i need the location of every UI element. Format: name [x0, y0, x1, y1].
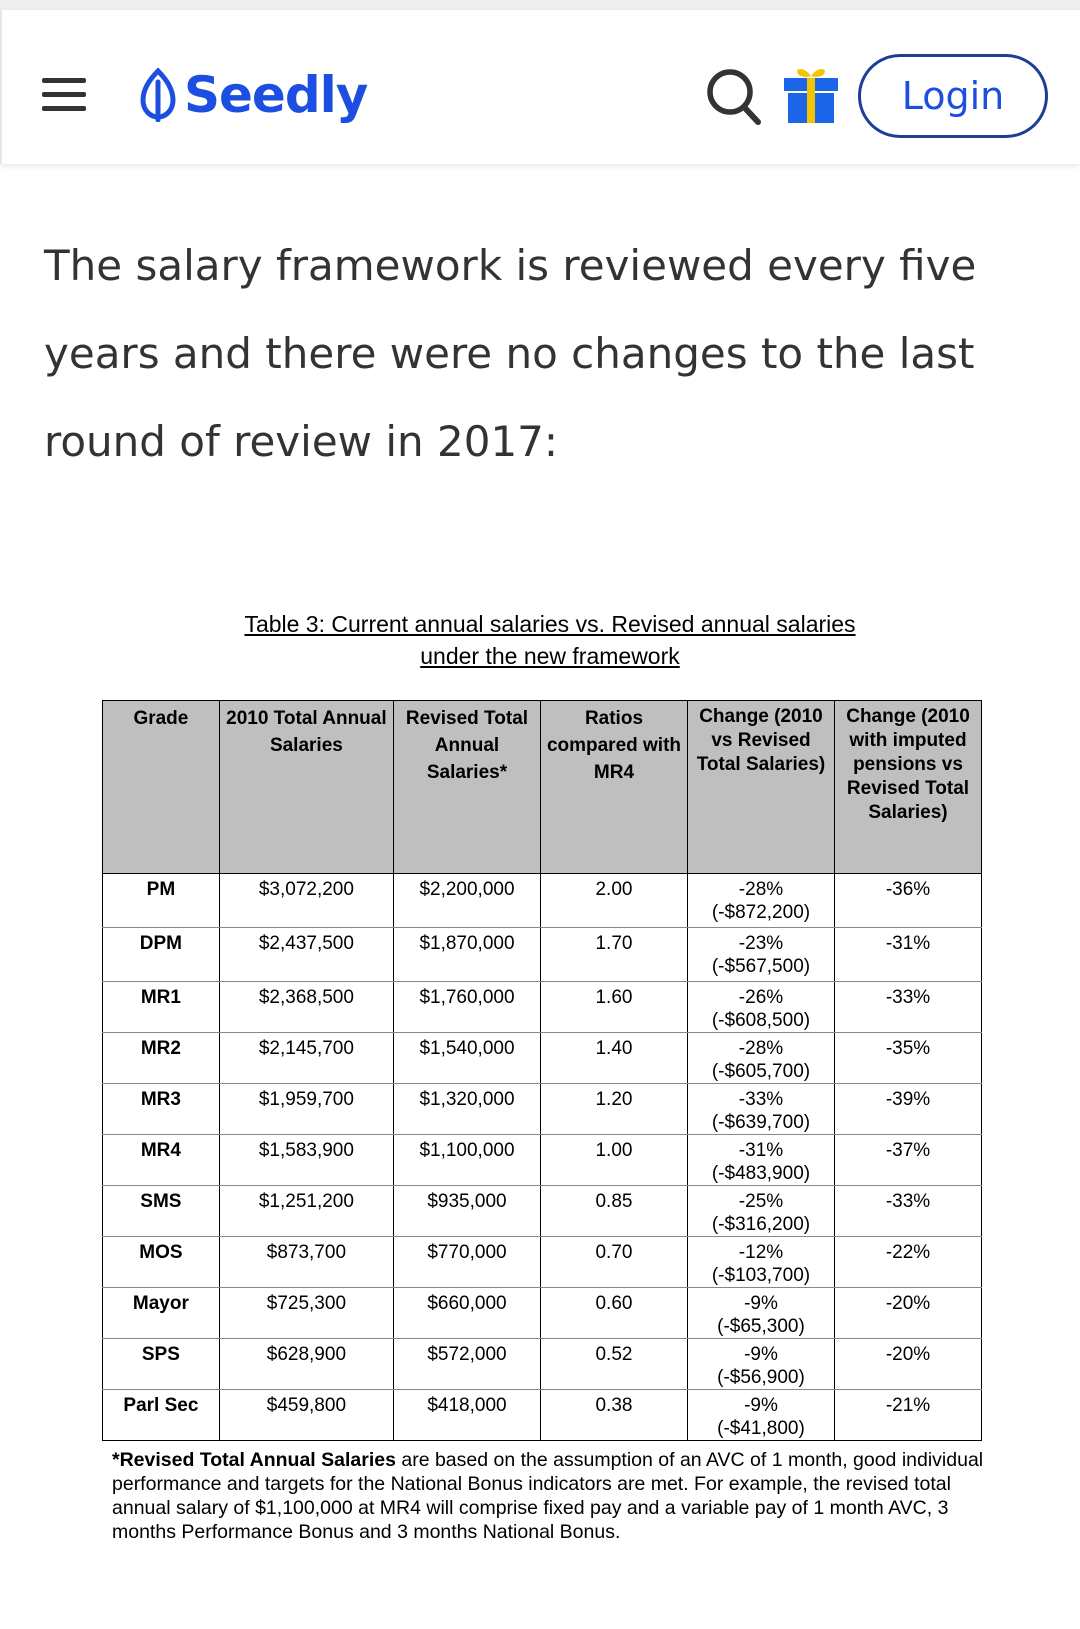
ratio-cell: 1.00	[540, 1135, 687, 1186]
change-pension-cell: -35%	[834, 1033, 981, 1084]
change-amount: (-$103,700)	[711, 1265, 811, 1286]
change-amount: (-$639,700)	[711, 1112, 811, 1133]
footnote-text: are based on the assumption of an AVC of 1 month, good individual performance and targets for the National Bonus indicators are met. For example, the revised total annual salary of $1,100,000 at MR4 will comprise fixed pay and a variable pay of 1 month AVC, 3 months Performance Bonus and 3 months National Bonus.	[112, 1449, 984, 1543]
change-percent: -12%	[738, 1242, 784, 1263]
change-pension-cell: -33%	[834, 982, 981, 1033]
grade-cell: MR4	[103, 1135, 220, 1186]
table-row	[103, 1135, 982, 1186]
salary-2010-cell: $1,583,900	[219, 1135, 393, 1186]
revised-salary-cell: $935,000	[393, 1186, 540, 1237]
change-cell	[687, 1135, 834, 1186]
change-amount: (-$41,800)	[717, 1418, 805, 1439]
change-amount: (-$65,300)	[717, 1316, 805, 1337]
salary-2010-cell: $2,437,500	[219, 928, 393, 982]
change-percent: -26%	[738, 987, 784, 1008]
grade-cell: DPM	[103, 928, 220, 982]
table-row	[103, 1186, 982, 1237]
table-row	[103, 1288, 982, 1339]
change-cell	[687, 1033, 834, 1084]
table-footnote	[112, 1448, 992, 1544]
revised-salary-cell: $660,000	[393, 1288, 540, 1339]
change-percent: -9%	[744, 1344, 778, 1365]
revised-salary-cell: $2,200,000	[393, 874, 540, 928]
change-percent: -9%	[744, 1395, 778, 1416]
change-amount: (-$316,200)	[711, 1214, 811, 1235]
ratio-cell: 1.20	[540, 1084, 687, 1135]
grade-cell: PM	[103, 874, 220, 928]
salary-table-figure	[0, 600, 1080, 1550]
salary-2010-cell: $2,368,500	[219, 982, 393, 1033]
table-row	[103, 1033, 982, 1084]
change-amount: (-$605,700)	[711, 1061, 811, 1082]
ratio-cell: 2.00	[540, 874, 687, 928]
search-icon[interactable]	[704, 66, 764, 128]
change-pension-cell: -20%	[834, 1339, 981, 1390]
table-row	[103, 1390, 982, 1441]
revised-salary-cell: $1,100,000	[393, 1135, 540, 1186]
grade-cell: MR1	[103, 982, 220, 1033]
table-caption-line-1: Table 3: Current annual salaries vs. Revised annual salaries	[244, 611, 856, 637]
revised-salary-cell: $1,320,000	[393, 1084, 540, 1135]
ratio-cell: 0.70	[540, 1237, 687, 1288]
header-change-pensions: Change (2010 with imputed pensions vs Revised Total Salaries)	[834, 701, 981, 874]
revised-salary-cell: $1,870,000	[393, 928, 540, 982]
change-pension-cell: -39%	[834, 1084, 981, 1135]
grade-cell: SPS	[103, 1339, 220, 1390]
table-caption-line-2: under the new framework	[420, 643, 680, 669]
table-row	[103, 982, 982, 1033]
change-cell	[687, 1390, 834, 1441]
change-amount: (-$483,900)	[711, 1163, 811, 1184]
header-change: Change (2010 vs Revised Total Salaries)	[687, 701, 834, 874]
grade-cell: MOS	[103, 1237, 220, 1288]
ratio-cell: 1.40	[540, 1033, 687, 1084]
change-cell	[687, 1084, 834, 1135]
revised-salary-cell: $1,760,000	[393, 982, 540, 1033]
grade-cell: MR3	[103, 1084, 220, 1135]
article-paragraph: The salary framework is reviewed every five years and there were no changes to the last round of review in 2017:	[44, 241, 977, 466]
header-ratios: Ratios compared with MR4	[540, 701, 687, 874]
change-cell	[687, 1339, 834, 1390]
change-cell	[687, 1186, 834, 1237]
ratio-cell: 1.70	[540, 928, 687, 982]
table-row	[103, 1084, 982, 1135]
change-cell	[687, 1237, 834, 1288]
change-pension-cell: -31%	[834, 928, 981, 982]
change-percent: -25%	[738, 1191, 784, 1212]
change-cell	[687, 928, 834, 982]
salary-2010-cell: $873,700	[219, 1237, 393, 1288]
change-percent: -31%	[738, 1140, 784, 1161]
revised-salary-cell: $1,540,000	[393, 1033, 540, 1084]
header-grade: Grade	[103, 701, 220, 874]
status-strip	[0, 0, 1080, 10]
change-percent: -28%	[738, 1038, 784, 1059]
revised-salary-cell: $418,000	[393, 1390, 540, 1441]
seedly-leaf-icon	[138, 68, 178, 122]
table-caption	[200, 608, 900, 672]
revised-salary-cell: $572,000	[393, 1339, 540, 1390]
salary-2010-cell: $725,300	[219, 1288, 393, 1339]
change-percent: -28%	[738, 879, 784, 900]
change-amount: (-$56,900)	[717, 1367, 805, 1388]
footnote-bold: *Revised Total Annual Salaries	[112, 1449, 396, 1471]
grade-cell: Parl Sec	[103, 1390, 220, 1441]
change-cell	[687, 874, 834, 928]
salary-2010-cell: $2,145,700	[219, 1033, 393, 1084]
change-cell	[687, 1288, 834, 1339]
seedly-logo[interactable]	[138, 60, 367, 130]
header-2010-salaries: 2010 Total Annual Salaries	[219, 701, 393, 874]
ratio-cell: 0.52	[540, 1339, 687, 1390]
change-cell	[687, 982, 834, 1033]
change-percent: -23%	[738, 933, 784, 954]
change-pension-cell: -21%	[834, 1390, 981, 1441]
revised-salary-cell: $770,000	[393, 1237, 540, 1288]
grade-cell: Mayor	[103, 1288, 220, 1339]
change-amount: (-$608,500)	[711, 1010, 811, 1031]
header-revised-salaries: Revised Total Annual Salaries*	[393, 701, 540, 874]
change-pension-cell: -36%	[834, 874, 981, 928]
change-pension-cell: -33%	[834, 1186, 981, 1237]
salary-2010-cell: $459,800	[219, 1390, 393, 1441]
site-header	[0, 10, 1080, 164]
change-percent: -9%	[744, 1293, 778, 1314]
ratio-cell: 0.38	[540, 1390, 687, 1441]
salary-2010-cell: $628,900	[219, 1339, 393, 1390]
hamburger-menu-icon[interactable]	[38, 74, 92, 116]
gift-icon[interactable]	[778, 62, 844, 128]
table-row	[103, 1237, 982, 1288]
login-button[interactable]: Login	[858, 54, 1048, 138]
change-pension-cell: -37%	[834, 1135, 981, 1186]
ratio-cell: 1.60	[540, 982, 687, 1033]
ratio-cell: 0.60	[540, 1288, 687, 1339]
grade-cell: MR2	[103, 1033, 220, 1084]
logo-text: Seedly	[184, 66, 368, 124]
change-percent: -33%	[738, 1089, 784, 1110]
table-row	[103, 874, 982, 928]
change-pension-cell: -22%	[834, 1237, 981, 1288]
grade-cell: SMS	[103, 1186, 220, 1237]
salary-2010-cell: $3,072,200	[219, 874, 393, 928]
change-amount: (-$872,200)	[711, 902, 811, 923]
change-pension-cell: -20%	[834, 1288, 981, 1339]
table-header-row	[103, 701, 982, 874]
ratio-cell: 0.85	[540, 1186, 687, 1237]
table-row	[103, 1339, 982, 1390]
change-amount: (-$567,500)	[711, 956, 811, 977]
table-row	[103, 928, 982, 982]
salary-2010-cell: $1,959,700	[219, 1084, 393, 1135]
table-body	[103, 874, 982, 1441]
salary-2010-cell: $1,251,200	[219, 1186, 393, 1237]
salary-table	[102, 700, 982, 1441]
